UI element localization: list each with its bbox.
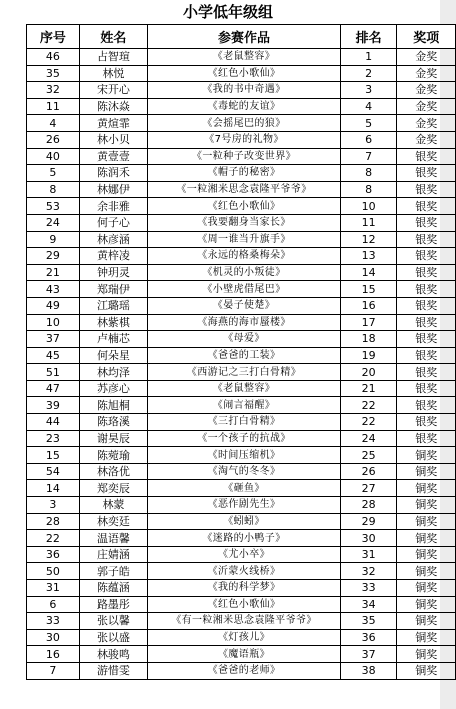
cell-award: 银奖 bbox=[397, 430, 456, 447]
cell-award: 铜奖 bbox=[397, 530, 456, 547]
cell-rank: 36 bbox=[340, 629, 397, 646]
table-row bbox=[27, 414, 456, 431]
cell-rank: 16 bbox=[340, 297, 397, 314]
cell-no: 49 bbox=[27, 297, 80, 314]
cell-award: 银奖 bbox=[397, 214, 456, 231]
cell-no: 50 bbox=[27, 563, 80, 580]
cell-no: 35 bbox=[27, 65, 80, 82]
cell-rank: 6 bbox=[340, 131, 397, 148]
cell-work: 《爸爸的老师》 bbox=[148, 662, 341, 679]
cell-no: 9 bbox=[27, 231, 80, 248]
cell-work: 《爸爸的工装》 bbox=[148, 347, 341, 364]
cell-name: 林奕廷 bbox=[79, 513, 147, 530]
table-row bbox=[27, 629, 456, 646]
cell-no: 47 bbox=[27, 380, 80, 397]
cell-rank: 5 bbox=[340, 115, 397, 132]
cell-award: 银奖 bbox=[397, 397, 456, 414]
cell-name: 陈润禾 bbox=[79, 165, 147, 182]
cell-rank: 29 bbox=[340, 513, 397, 530]
page-title: 小学低年级组 bbox=[182, 3, 273, 21]
table-row bbox=[27, 314, 456, 331]
cell-work: 《淘气的冬冬》 bbox=[148, 463, 341, 480]
cell-name: 宋开心 bbox=[79, 82, 147, 99]
table-row bbox=[27, 364, 456, 381]
cell-name: 黄壹壹 bbox=[79, 148, 147, 165]
cell-name: 谢昊辰 bbox=[79, 430, 147, 447]
cell-no: 33 bbox=[27, 613, 80, 630]
table-row bbox=[27, 264, 456, 281]
cell-work: 《红色小歌仙》 bbox=[148, 198, 341, 215]
table-row bbox=[27, 214, 456, 231]
cell-name: 占智瑄 bbox=[79, 49, 147, 66]
cell-award: 银奖 bbox=[397, 331, 456, 348]
cell-rank: 33 bbox=[340, 580, 397, 597]
cell-award: 铜奖 bbox=[397, 580, 456, 597]
cell-name: 钟玥灵 bbox=[79, 264, 147, 281]
results-table bbox=[26, 24, 456, 680]
cell-award: 银奖 bbox=[397, 380, 456, 397]
cell-work: 《一粒湘米思念袁隆平爷爷》 bbox=[148, 181, 341, 198]
cell-award: 银奖 bbox=[397, 248, 456, 265]
cell-work: 《时间压缩机》 bbox=[148, 447, 341, 464]
cell-name: 林紫棋 bbox=[79, 314, 147, 331]
cell-rank: 37 bbox=[340, 646, 397, 663]
cell-award: 银奖 bbox=[397, 198, 456, 215]
cell-no: 10 bbox=[27, 314, 80, 331]
cell-work: 《毒蛇的友谊》 bbox=[148, 98, 341, 115]
table-row bbox=[27, 297, 456, 314]
header-rank: 排名 bbox=[340, 25, 397, 49]
cell-no: 29 bbox=[27, 248, 80, 265]
cell-work: 《7号房的礼物》 bbox=[148, 131, 341, 148]
cell-name: 陈珞溪 bbox=[79, 414, 147, 431]
cell-rank: 22 bbox=[340, 414, 397, 431]
cell-name: 郑瑞伊 bbox=[79, 281, 147, 298]
cell-no: 45 bbox=[27, 347, 80, 364]
cell-award: 铜奖 bbox=[397, 596, 456, 613]
table-row bbox=[27, 165, 456, 182]
cell-name: 林彦涵 bbox=[79, 231, 147, 248]
cell-award: 银奖 bbox=[397, 148, 456, 165]
table-row bbox=[27, 513, 456, 530]
cell-work: 《永远的格桑梅朵》 bbox=[148, 248, 341, 265]
cell-award: 铜奖 bbox=[397, 646, 456, 663]
cell-award: 铜奖 bbox=[397, 447, 456, 464]
cell-work: 《有一粒湘米思念袁隆平爷爷》 bbox=[148, 613, 341, 630]
cell-rank: 18 bbox=[340, 331, 397, 348]
cell-name: 林均泽 bbox=[79, 364, 147, 381]
cell-rank: 32 bbox=[340, 563, 397, 580]
cell-no: 30 bbox=[27, 629, 80, 646]
cell-name: 黄梓凌 bbox=[79, 248, 147, 265]
cell-rank: 7 bbox=[340, 148, 397, 165]
cell-work: 《尤小卒》 bbox=[148, 546, 341, 563]
table-row bbox=[27, 248, 456, 265]
cell-work: 《周一谁当升旗手》 bbox=[148, 231, 341, 248]
cell-award: 铜奖 bbox=[397, 480, 456, 497]
cell-award: 银奖 bbox=[397, 414, 456, 431]
cell-award: 金奖 bbox=[397, 82, 456, 99]
cell-rank: 3 bbox=[340, 82, 397, 99]
cell-rank: 22 bbox=[340, 397, 397, 414]
cell-rank: 14 bbox=[340, 264, 397, 281]
cell-name: 陈菀瑜 bbox=[79, 447, 147, 464]
header-work: 参赛作品 bbox=[148, 25, 341, 49]
cell-name: 游惜雯 bbox=[79, 662, 147, 679]
cell-rank: 1 bbox=[340, 49, 397, 66]
cell-work: 《砸鱼》 bbox=[148, 480, 341, 497]
cell-rank: 2 bbox=[340, 65, 397, 82]
cell-name: 张以盛 bbox=[79, 629, 147, 646]
cell-no: 32 bbox=[27, 82, 80, 99]
table-row bbox=[27, 65, 456, 82]
cell-rank: 27 bbox=[340, 480, 397, 497]
cell-no: 37 bbox=[27, 331, 80, 348]
cell-no: 11 bbox=[27, 98, 80, 115]
cell-work: 《灯孩儿》 bbox=[148, 629, 341, 646]
cell-award: 铜奖 bbox=[397, 497, 456, 514]
cell-award: 银奖 bbox=[397, 181, 456, 198]
table-row bbox=[27, 131, 456, 148]
table-row bbox=[27, 596, 456, 613]
cell-award: 银奖 bbox=[397, 264, 456, 281]
cell-rank: 38 bbox=[340, 662, 397, 679]
cell-rank: 13 bbox=[340, 248, 397, 265]
table-row bbox=[27, 281, 456, 298]
cell-name: 郭子皓 bbox=[79, 563, 147, 580]
table-row bbox=[27, 397, 456, 414]
table-row bbox=[27, 231, 456, 248]
cell-rank: 4 bbox=[340, 98, 397, 115]
cell-award: 铜奖 bbox=[397, 662, 456, 679]
cell-rank: 8 bbox=[340, 181, 397, 198]
cell-name: 庄婧涵 bbox=[79, 546, 147, 563]
cell-award: 金奖 bbox=[397, 131, 456, 148]
cell-no: 51 bbox=[27, 364, 80, 381]
cell-no: 44 bbox=[27, 414, 80, 431]
cell-no: 4 bbox=[27, 115, 80, 132]
table-row bbox=[27, 480, 456, 497]
cell-no: 16 bbox=[27, 646, 80, 663]
cell-rank: 15 bbox=[340, 281, 397, 298]
cell-name: 陈旭桐 bbox=[79, 397, 147, 414]
cell-no: 5 bbox=[27, 165, 80, 182]
cell-rank: 28 bbox=[340, 497, 397, 514]
cell-award: 铜奖 bbox=[397, 513, 456, 530]
cell-name: 何子心 bbox=[79, 214, 147, 231]
table-row bbox=[27, 380, 456, 397]
cell-award: 铜奖 bbox=[397, 546, 456, 563]
table-row bbox=[27, 347, 456, 364]
cell-name: 黄煊霏 bbox=[79, 115, 147, 132]
cell-rank: 25 bbox=[340, 447, 397, 464]
cell-work: 《我要翻身当家长》 bbox=[148, 214, 341, 231]
cell-no: 23 bbox=[27, 430, 80, 447]
cell-work: 《我的科学梦》 bbox=[148, 580, 341, 597]
cell-name: 陈沐焱 bbox=[79, 98, 147, 115]
cell-rank: 24 bbox=[340, 430, 397, 447]
cell-no: 3 bbox=[27, 497, 80, 514]
table-row bbox=[27, 98, 456, 115]
cell-work: 《老鼠整容》 bbox=[148, 380, 341, 397]
cell-work: 《西游记之三打白骨精》 bbox=[148, 364, 341, 381]
cell-award: 银奖 bbox=[397, 297, 456, 314]
cell-work: 《蚓蚓》 bbox=[148, 513, 341, 530]
cell-name: 卢楠芯 bbox=[79, 331, 147, 348]
cell-name: 苏彦心 bbox=[79, 380, 147, 397]
cell-rank: 21 bbox=[340, 380, 397, 397]
table-row bbox=[27, 49, 456, 66]
cell-rank: 20 bbox=[340, 364, 397, 381]
cell-no: 36 bbox=[27, 546, 80, 563]
cell-award: 银奖 bbox=[397, 347, 456, 364]
cell-work: 《闹言福醒》 bbox=[148, 397, 341, 414]
cell-no: 53 bbox=[27, 198, 80, 215]
cell-award: 金奖 bbox=[397, 49, 456, 66]
table-body bbox=[27, 49, 456, 680]
cell-no: 54 bbox=[27, 463, 80, 480]
cell-award: 银奖 bbox=[397, 231, 456, 248]
cell-award: 铜奖 bbox=[397, 613, 456, 630]
table-row bbox=[27, 82, 456, 99]
cell-work: 《我的书中奇遇》 bbox=[148, 82, 341, 99]
table-row bbox=[27, 530, 456, 547]
header-row bbox=[27, 25, 456, 49]
cell-no: 6 bbox=[27, 596, 80, 613]
cell-work: 《会摇尾巴的狼》 bbox=[148, 115, 341, 132]
cell-name: 陈蕴涵 bbox=[79, 580, 147, 597]
cell-work: 《晏子使楚》 bbox=[148, 297, 341, 314]
cell-name: 林小贝 bbox=[79, 131, 147, 148]
cell-rank: 31 bbox=[340, 546, 397, 563]
cell-rank: 10 bbox=[340, 198, 397, 215]
table-row bbox=[27, 198, 456, 215]
cell-award: 铜奖 bbox=[397, 563, 456, 580]
cell-work: 《海燕的海市蜃楼》 bbox=[148, 314, 341, 331]
cell-no: 46 bbox=[27, 49, 80, 66]
table-row bbox=[27, 115, 456, 132]
table-row bbox=[27, 181, 456, 198]
cell-no: 26 bbox=[27, 131, 80, 148]
cell-rank: 19 bbox=[340, 347, 397, 364]
cell-name: 林悦 bbox=[79, 65, 147, 82]
cell-no: 28 bbox=[27, 513, 80, 530]
table-row bbox=[27, 613, 456, 630]
cell-award: 铜奖 bbox=[397, 463, 456, 480]
table-row bbox=[27, 331, 456, 348]
cell-name: 张以馨 bbox=[79, 613, 147, 630]
cell-name: 林洛优 bbox=[79, 463, 147, 480]
cell-no: 24 bbox=[27, 214, 80, 231]
cell-work: 《一粒种子改变世界》 bbox=[148, 148, 341, 165]
cell-award: 银奖 bbox=[397, 364, 456, 381]
cell-name: 林蒙 bbox=[79, 497, 147, 514]
cell-rank: 8 bbox=[340, 165, 397, 182]
cell-no: 22 bbox=[27, 530, 80, 547]
header-award: 奖项 bbox=[397, 25, 456, 49]
table-row bbox=[27, 430, 456, 447]
cell-work: 《红色小歌仙》 bbox=[148, 596, 341, 613]
cell-no: 7 bbox=[27, 662, 80, 679]
cell-award: 银奖 bbox=[397, 314, 456, 331]
cell-name: 何朵星 bbox=[79, 347, 147, 364]
cell-no: 21 bbox=[27, 264, 80, 281]
cell-award: 金奖 bbox=[397, 115, 456, 132]
cell-award: 银奖 bbox=[397, 281, 456, 298]
cell-award: 银奖 bbox=[397, 165, 456, 182]
cell-award: 铜奖 bbox=[397, 629, 456, 646]
cell-rank: 12 bbox=[340, 231, 397, 248]
cell-name: 郑奕辰 bbox=[79, 480, 147, 497]
cell-work: 《三打白骨精》 bbox=[148, 414, 341, 431]
cell-no: 14 bbox=[27, 480, 80, 497]
cell-no: 39 bbox=[27, 397, 80, 414]
table-row bbox=[27, 580, 456, 597]
cell-work: 《母爱》 bbox=[148, 331, 341, 348]
cell-award: 金奖 bbox=[397, 98, 456, 115]
header-no: 序号 bbox=[27, 25, 80, 49]
table-row bbox=[27, 447, 456, 464]
cell-rank: 30 bbox=[340, 530, 397, 547]
cell-work: 《魔语瓶》 bbox=[148, 646, 341, 663]
cell-name: 林娜伊 bbox=[79, 181, 147, 198]
table-row bbox=[27, 646, 456, 663]
table-row bbox=[27, 563, 456, 580]
cell-work: 《迷路的小鸭子》 bbox=[148, 530, 341, 547]
cell-work: 《红色小歌仙》 bbox=[148, 65, 341, 82]
cell-award: 金奖 bbox=[397, 65, 456, 82]
cell-name: 江璐瑶 bbox=[79, 297, 147, 314]
table-row bbox=[27, 148, 456, 165]
cell-rank: 34 bbox=[340, 596, 397, 613]
cell-no: 15 bbox=[27, 447, 80, 464]
cell-work: 《恶作剧先生》 bbox=[148, 497, 341, 514]
cell-work: 《老鼠整容》 bbox=[148, 49, 341, 66]
cell-rank: 17 bbox=[340, 314, 397, 331]
cell-name: 路墨彤 bbox=[79, 596, 147, 613]
table-row bbox=[27, 662, 456, 679]
cell-no: 31 bbox=[27, 580, 80, 597]
table-row bbox=[27, 546, 456, 563]
cell-rank: 35 bbox=[340, 613, 397, 630]
cell-name: 林骏鸣 bbox=[79, 646, 147, 663]
cell-no: 43 bbox=[27, 281, 80, 298]
table-row bbox=[27, 497, 456, 514]
cell-name: 温语馨 bbox=[79, 530, 147, 547]
cell-work: 《小壁虎借尾巴》 bbox=[148, 281, 341, 298]
cell-name: 余非雅 bbox=[79, 198, 147, 215]
cell-rank: 26 bbox=[340, 463, 397, 480]
cell-rank: 11 bbox=[340, 214, 397, 231]
cell-work: 《一个孩子的抗战》 bbox=[148, 430, 341, 447]
cell-no: 8 bbox=[27, 181, 80, 198]
cell-work: 《机灵的小叛徒》 bbox=[148, 264, 341, 281]
header-name: 姓名 bbox=[79, 25, 147, 49]
cell-work: 《帽子的秘密》 bbox=[148, 165, 341, 182]
table-row bbox=[27, 463, 456, 480]
cell-no: 40 bbox=[27, 148, 80, 165]
cell-work: 《沂蒙火线桥》 bbox=[148, 563, 341, 580]
